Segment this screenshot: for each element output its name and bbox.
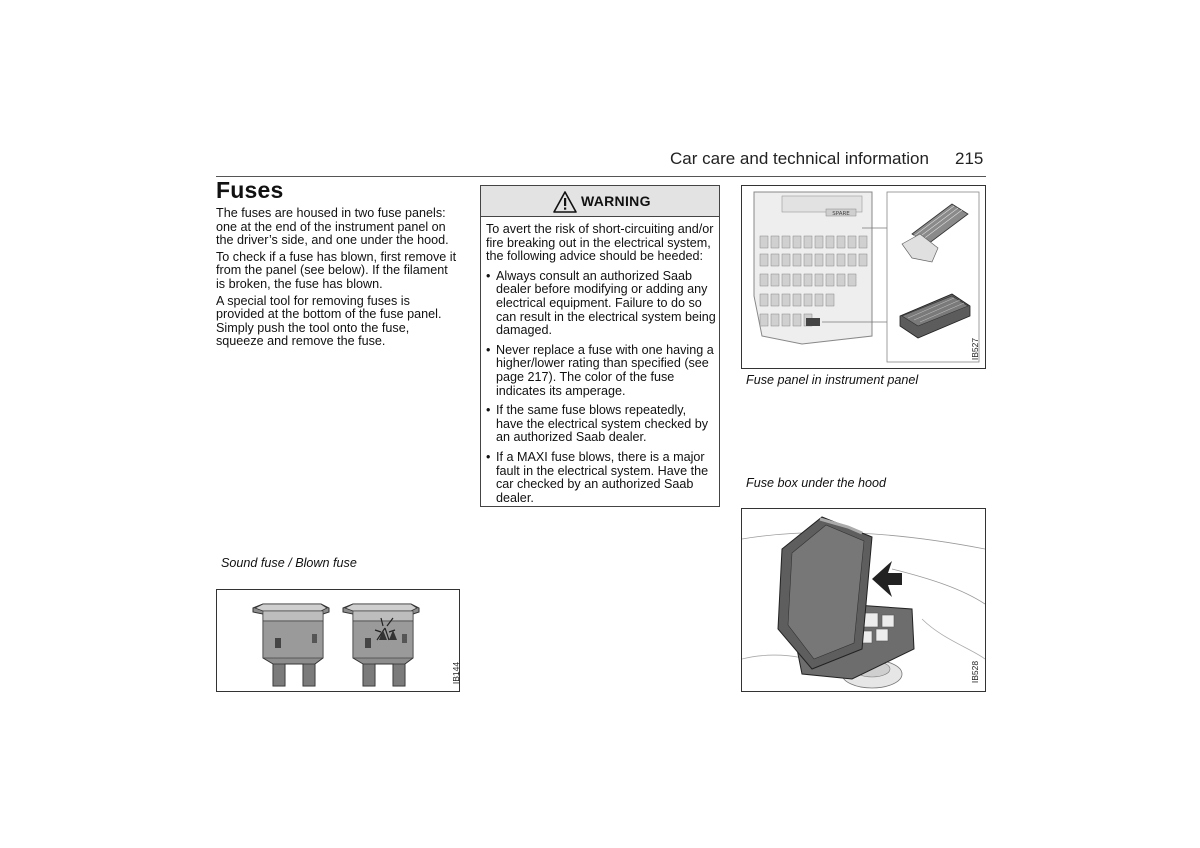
warning-item: • If a MAXI fuse blows, there is a major fault in the electrical system. Have the car checked by an authorized Saab dealer. [486,451,716,505]
running-header-title: Car care and technical information [670,149,929,168]
figure-fuse-compare [216,589,460,692]
warning-list [486,270,716,506]
page-number: 215 [955,149,984,168]
intro-text [216,207,460,352]
blown-fuse-image [343,604,419,686]
section-title: Fuses [216,177,284,203]
warning-triangle-icon [552,190,578,214]
warning-body [486,223,716,511]
spare-label: SPARE [832,211,850,217]
hood-fuse-box-illustration [742,509,985,691]
header-rule [216,176,986,177]
sound-fuse-image [253,604,329,686]
fuse-box-image [778,517,914,679]
fuse-panel-image [754,192,887,344]
warning-item: • Always consult an authorized Saab dealer before modifying or adding any electrical equipment. Failure to do so can result in the electrical system being damaged. [486,270,716,338]
figure-instrument-panel [741,185,986,369]
fuse-compare-illustration [217,590,462,691]
warning-header [481,186,719,217]
figure-caption-hood: Fuse box under the hood [746,476,887,490]
intro-paragraph: To check if a fuse has blown, first remove it from the panel (see below). If the filament is broken, the fuse has blown. [216,249,457,291]
figure-ref-label: IB528 [970,660,981,684]
fuse-tool-image [887,192,979,362]
intro-paragraph: The fuses are housed in two fuse panels: one at the end of the instrument panel on the driver’s side, and one under the hood. [216,206,449,248]
warning-item: • Never replace a fuse with one having a higher/lower rating than specified (see page 217). The color of the fuse indicates its amperage. [486,344,716,398]
figure-hood [741,508,986,692]
figure-ref-label: IB527 [970,337,981,361]
warning-item: • If the same fuse blows repeatedly, have the electrical system checked by an authorized Saab dealer. [486,404,716,445]
instrument-panel-illustration [742,186,985,368]
warning-title: WARNING [581,193,651,209]
figure-caption-fuse-compare: Sound fuse / Blown fuse [221,556,357,570]
figure-caption-instrument-panel: Fuse panel in instrument panel [746,373,919,387]
warning-lead: To avert the risk of short-circuiting and/or fire breaking out in the electrical system, the following advice should be heeded: [486,222,714,264]
warning-box [480,185,720,507]
intro-paragraph: A special tool for removing fuses is provided at the bottom of the fuse panel. Simply push the tool onto the fuse, squeeze and remove the fuse. [216,293,442,349]
figure-ref-label: IB144 [451,661,462,685]
